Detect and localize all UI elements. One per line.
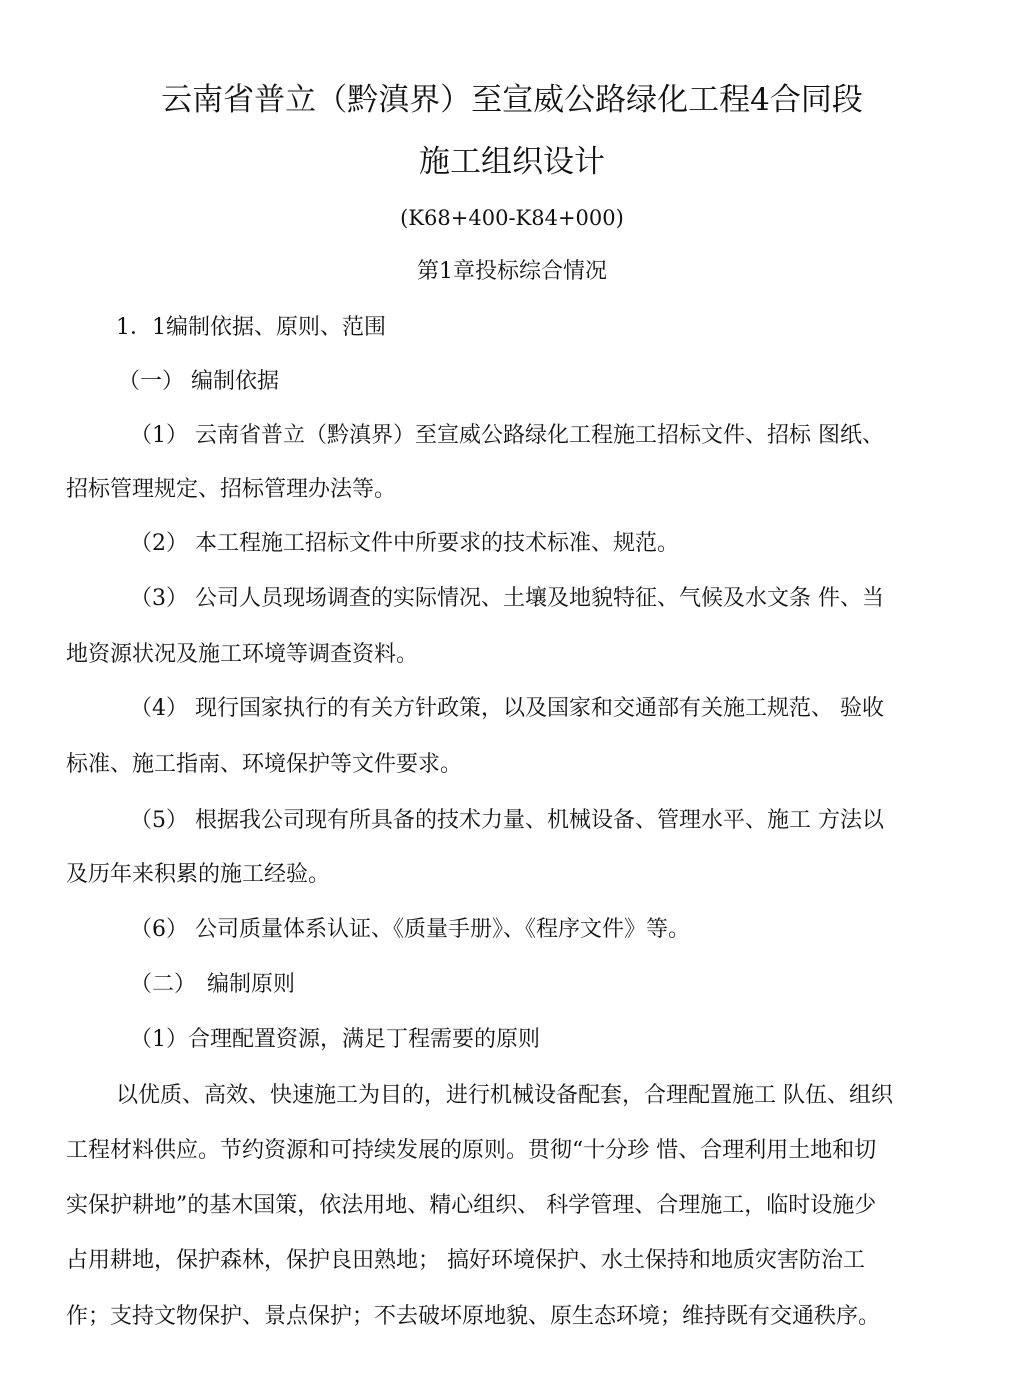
section-heading: 1．1编制依据、原则、范围 — [116, 315, 386, 340]
paragraph-line: （2） 本工程施工招标文件中所要求的技术标准、规范。 — [130, 531, 679, 556]
paragraph-line: 地资源状况及施工环境等调查资料。 — [66, 642, 419, 667]
paragraph-line: 作；支持文物保护、景点保护；不去破坏原地貌、原生态环境；维持既有交通秩序。 — [66, 1304, 881, 1329]
paragraph-line: （5） 根据我公司现有所具备的技术力量、机械设备、管理水平、施工 方法以 — [130, 808, 884, 833]
paragraph-line: （6） 公司质量体系认证、《质量手册》、《程序文件》等。 — [130, 917, 690, 942]
subsection-heading: （一） 编制依据 — [118, 369, 279, 394]
paragraph-line: （1） 云南省普立（黔滇界）至宣威公路绿化工程施工招标文件、招标 图纸、 — [130, 423, 884, 448]
paragraph-line: （1）合理配置资源，满足丁程需要的原则 — [130, 1027, 540, 1052]
paragraph-line: （3） 公司人员现场调查的实际情况、土壤及地貌特征、气候及水文条 件、当 — [130, 586, 884, 611]
chapter-heading: 第1章投标综合情况 — [417, 259, 607, 284]
paragraph-line: 及历年来积累的施工经验。 — [66, 862, 331, 887]
section-range: (K68+400-K84+000) — [400, 206, 624, 230]
paragraph-line: 实保护耕地”的基木国策，依法用地、精心组织、 科学管理、合理施工，临时设施少 — [66, 1193, 877, 1218]
paragraph-line: 占用耕地，保护森林，保护良田熟地； 搞好环境保护、水土保持和地质灾害防治工 — [66, 1248, 865, 1273]
document-subtitle: 施工组织设计 — [419, 144, 605, 180]
paragraph-line: 标准、施工指南、环境保护等文件要求。 — [66, 752, 463, 777]
paragraph-line: 招标管理规定、招标管理办法等。 — [66, 477, 397, 502]
document-title: 云南省普立（黔滇界）至宣威公路绿化工程4合同段 — [161, 82, 863, 118]
paragraph-line: 工程材料供应。节约资源和可持续发展的原则。贯彻“十分珍 惜、合理利用土地和切 — [66, 1138, 877, 1163]
paragraph-line: 以优质、高效、快速施工为目的，进行机械设备配套，合理配置施工 队伍、组织 — [116, 1083, 893, 1108]
paragraph-line: （4） 现行国家执行的有关方针政策，以及国家和交通部有关施工规范、 验收 — [130, 696, 884, 721]
subsection-heading: （二） 编制原则 — [130, 972, 296, 997]
